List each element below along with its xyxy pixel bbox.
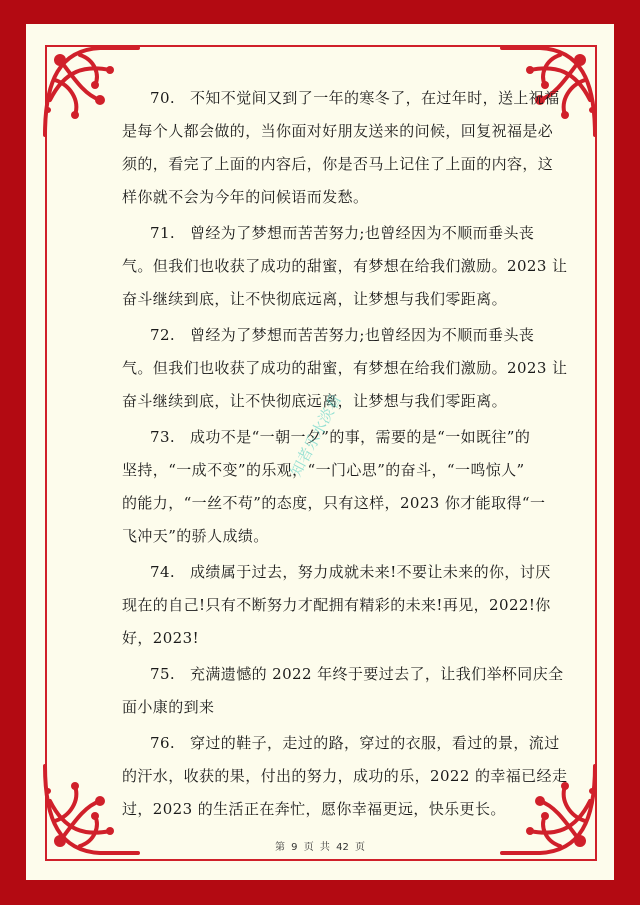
line-text: 曾经为了梦想而苦苦努力;也曾经因为不顺而垂头丧 [190, 326, 535, 344]
paragraph-line [122, 82, 560, 115]
paragraph-number: 72. [150, 326, 176, 344]
line-text: 飞冲天”的骄人成绩。 [122, 527, 269, 545]
line-text: 充满遗憾的 2022 年终于要过去了，让我们举杯同庆全 [190, 665, 564, 683]
watermark: 知者乐水淡看 [286, 391, 345, 480]
line-text: 奋斗继续到底，让不快彻底远离，让梦想与我们零距离。 [122, 290, 508, 308]
line-text: 坚持，“一成不变”的乐观，“一门心思”的奋斗，“一鸣惊人” [122, 461, 525, 479]
paragraph-line [122, 283, 522, 316]
paragraph [122, 82, 560, 214]
line-text: 是每个人都会做的，当你面对好朋友送来的问候，回复祝福是必 [122, 122, 554, 140]
paragraph-line [122, 181, 522, 214]
paragraph [122, 217, 568, 316]
paragraph [122, 556, 551, 655]
paragraph-line [122, 727, 560, 760]
paragraph-line [122, 487, 546, 520]
paragraph-line [122, 556, 551, 589]
line-text: 的能力，“一丝不苟”的态度，只有这样，2023 你才能取得“一 [122, 494, 546, 512]
paragraph [122, 727, 568, 826]
line-text: 面小康的到来 [122, 698, 215, 716]
paragraph-number: 76. [150, 734, 176, 752]
paragraph-line [122, 454, 525, 487]
line-text: 好，2023! [122, 629, 200, 647]
paragraph-line [122, 589, 551, 622]
page-footer: 第 9 页 共 42 页 [275, 842, 365, 853]
paragraph-number: 75. [150, 665, 176, 683]
line-text: 的汗水，收获的果，付出的努力，成功的乐，2022 的幸福已经走 [122, 767, 568, 785]
document-body [122, 82, 568, 829]
line-text: 现在的自己!只有不断努力才配拥有精彩的未来!再见，2022!你 [122, 596, 551, 614]
line-text: 气。但我们也收获了成功的甜蜜，有梦想在给我们激励。2023 让 [122, 257, 568, 275]
paragraph-line [122, 250, 568, 283]
line-text: 须的，看完了上面的内容后，你是否马上记住了上面的内容，这 [122, 155, 554, 173]
paragraph-line [122, 520, 522, 553]
paragraph-line [122, 691, 522, 724]
line-text: 不知不觉间又到了一年的寒冬了，在过年时，送上祝福 [190, 89, 560, 107]
paragraph-line [122, 319, 535, 352]
paragraph [122, 658, 564, 724]
paragraph-number: 73. [150, 428, 176, 446]
line-text: 奋斗继续到底，让不快彻底远离，让梦想与我们零距离。 [122, 392, 508, 410]
line-text: 曾经为了梦想而苦苦努力;也曾经因为不顺而垂头丧 [190, 224, 535, 242]
paragraph-line [122, 658, 564, 691]
paragraph-number: 71. [150, 224, 176, 242]
paragraph-line [122, 115, 554, 148]
line-text: 穿过的鞋子，走过的路，穿过的衣服，看过的景，流过 [190, 734, 560, 752]
paragraph-line [122, 217, 535, 250]
paragraph-line [122, 352, 568, 385]
line-text: 成绩属于过去，努力成就未来!不要让未来的你，讨厌 [190, 563, 551, 581]
paragraph-line [122, 622, 522, 655]
line-text: 样你就不会为今年的问候语而发愁。 [122, 188, 369, 206]
paragraph-line [122, 793, 522, 826]
paragraph-number: 74. [150, 563, 176, 581]
line-text: 过，2023 的生活正在奔忙，愿你幸福更远，快乐更长。 [122, 800, 506, 818]
line-text: 气。但我们也收获了成功的甜蜜，有梦想在给我们激励。2023 让 [122, 359, 568, 377]
paragraph-line [122, 760, 568, 793]
paragraph-line [122, 148, 554, 181]
paragraph-number: 70. [150, 89, 176, 107]
line-text: 成功不是“一朝一夕”的事，需要的是“一如既往”的 [190, 428, 531, 446]
